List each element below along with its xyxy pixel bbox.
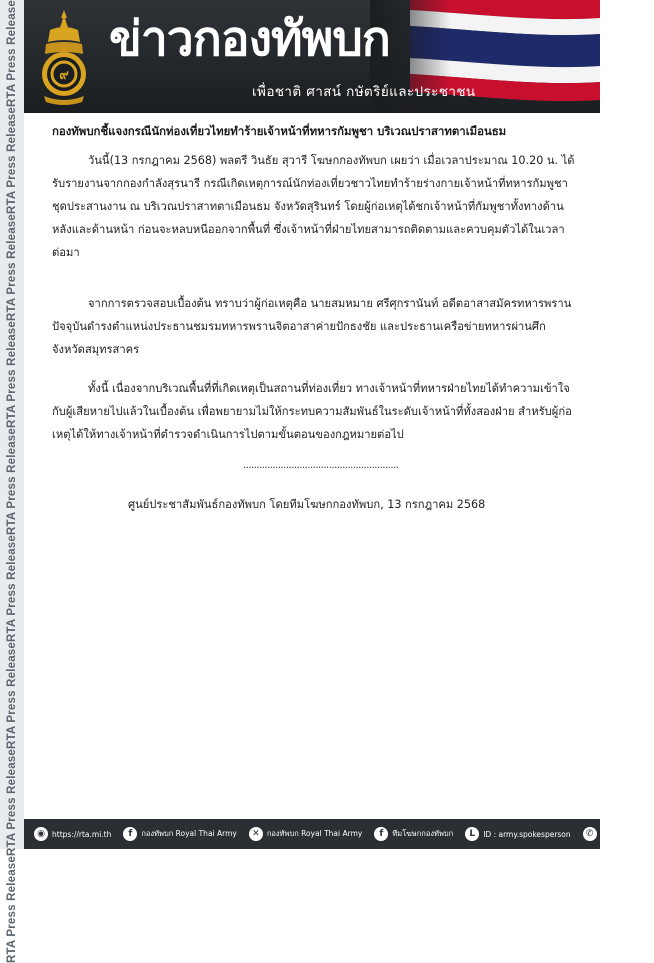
- article-paragraph: ทั้งนี้ เนื่องจากบริเวณพื้นที่ที่เกิดเหตุเป็นสถานที่ท่องเที่ยว ทางเจ้าหน้าที่ทหารฝ่ายไทยได้ทำความเข้าใจกับผู้เสียหายไปแล้วในเบื้องต้น เพื่อพยายามไม่ให้กระทบความสัมพันธ์ในระดับเจ้าหน้าที่ทั้งสองฝ่าย สำหรับผู้ก่อเหตุได้ให้ทางเจ้าหน้าที่ตำรวจดำเนินการไปตามขั้นตอนของกฎหมายต่อไป: [52, 382, 572, 441]
- article-paragraph: จากการตรวจสอบเบื้องต้น ทราบว่าผู้ก่อเหตุคือ นายสมหมาย ศรีศุกรานันท์ อดีตอาสาสมัครทหารพราน ปัจจุบันดำรงตำแหน่งประธานชมรมทหารพรานจิตอาสาค่ายปักธงชัย และประธานเครือข่ายทหารผ่านศึกจังหวัดสมุทรสาคร: [52, 297, 572, 356]
- royal-thai-army-emblem-icon: [36, 8, 92, 106]
- side-band-labels: [0, 0, 24, 963]
- footer-phone-text: 084-986-5379: [600, 829, 654, 839]
- side-band-label: RTA Press Release: [6, 641, 18, 749]
- x-icon: ✕: [249, 827, 263, 841]
- article: [52, 118, 572, 140]
- separator: ..........................................................: [243, 460, 399, 471]
- header-banner: [24, 0, 600, 113]
- footer-facebook-spokesperson[interactable]: [374, 827, 453, 841]
- side-band-label: RTA Press Release: [6, 427, 18, 535]
- side-band: [0, 0, 24, 963]
- side-band-label: RTA Press Release: [6, 320, 18, 428]
- side-band-label: RTA Press Release: [6, 855, 18, 963]
- footer-facebook-rta-text: กองทัพบก Royal Thai Army: [141, 829, 237, 838]
- header-title: ข่าวกองทัพบก: [109, 11, 390, 67]
- svg-text:๙: ๙: [59, 68, 69, 83]
- footer-contacts: [24, 819, 654, 849]
- article-credit: ศูนย์ประชาสัมพันธ์กองทัพบก โดยทีมโฆษกกองทัพบก, 13 กรกฎาคม 2568: [128, 498, 486, 511]
- footer-website-text: https://rta.mi.th: [52, 829, 112, 839]
- footer-line-text: ID : army.spokesperson: [483, 829, 571, 839]
- footer-facebook-spokesperson-text: ทีมโฆษกกองทัพบก: [392, 829, 454, 838]
- footer-line[interactable]: [465, 827, 570, 841]
- footer-facebook-rta[interactable]: [123, 827, 236, 841]
- phone-icon: ✆: [583, 827, 597, 841]
- side-band-label: RTA Press Release: [6, 213, 18, 321]
- article-paragraph: วันนี้(13 กรกฎาคม 2568) พลตรี วินธัย สุวารี โฆษกกองทัพบก เผยว่า เมื่อเวลาประมาณ 10.20 น. ได้รับรายงานจากกองกำลังสุรนารี กรณีเกิดเหตุการณ์นักท่องเที่ยวชาวไทยทำร้ายร่างกายเจ้าหน้าที่ทหารกัมพูชาชุดประสานงาน ณ บริเวณปราสาทตาเมือนธม จังหวัดสุรินทร์ โดยผู้ก่อเหตุได้ชกเจ้าหน้าที่กัมพูชาทั้งทางด้านหลังและด้านหน้า ก่อนจะหลบหนีออกจากพื้นที่ ซึ่งเจ้าหน้าที่ฝ่ายไทยสามารถติดตามและควบคุมตัวได้ในเวลาต่อมา: [52, 154, 575, 259]
- footer-x-rta[interactable]: [249, 827, 362, 841]
- side-band-label: RTA Press Release: [6, 106, 18, 214]
- side-band-label: RTA Press Release: [6, 748, 18, 856]
- footer-phone[interactable]: [583, 827, 654, 841]
- header-motto: เพื่อชาติ ศาสน์ กษัตริย์และประชาชน: [252, 84, 476, 100]
- globe-icon: ◉: [34, 827, 48, 841]
- facebook-icon: f: [374, 827, 388, 841]
- side-band-label: RTA Press Release: [6, 0, 18, 107]
- side-band-label: RTA Press Release: [6, 534, 18, 642]
- footer-x-rta-text: กองทัพบก Royal Thai Army: [266, 829, 363, 838]
- line-icon: L: [465, 827, 479, 841]
- article-headline: กองทัพบกชี้แจงกรณีนักท่องเที่ยวไทยทำร้ายเจ้าหน้าที่ทหารกัมพูชา บริเวณปราสาทตาเมือนธม: [52, 124, 507, 138]
- facebook-icon: f: [123, 827, 137, 841]
- footer-website[interactable]: [34, 827, 111, 841]
